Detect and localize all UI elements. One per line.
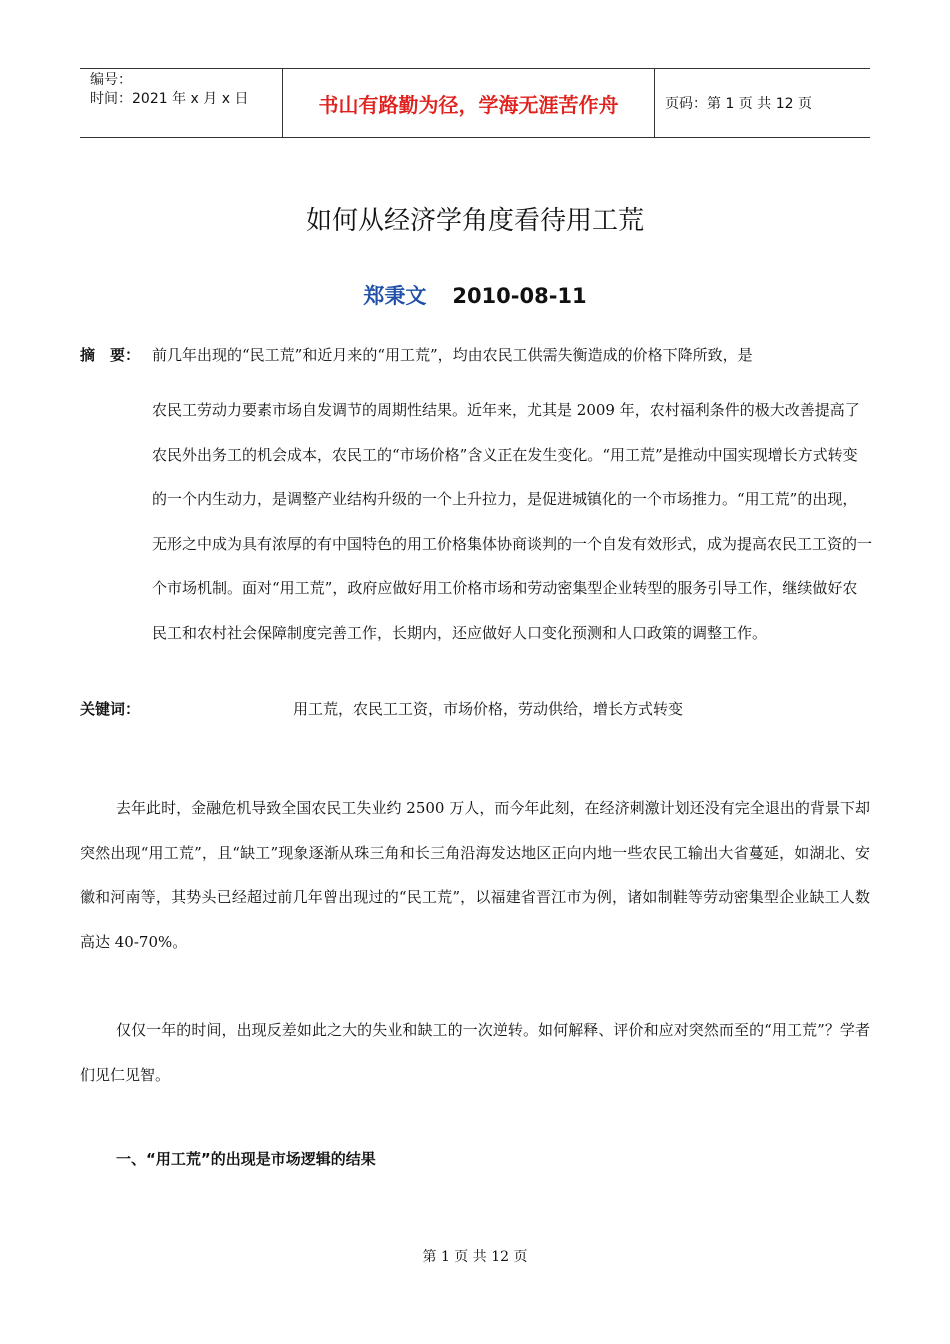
- document-time-label: 时间：2021 年 x 月 x 日: [90, 91, 249, 107]
- header-motto: 书山有路勤为径，学海无涯苦作舟: [282, 69, 655, 137]
- page-footer: 第 1 页 共 12 页: [422, 1249, 528, 1265]
- header-table: [80, 68, 870, 138]
- abstract-first-line: 前几年出现的“民工荒”和近月来的“用工荒”，均由农民工供需失衡造成的价格下降所致，是: [152, 346, 753, 364]
- body-paragraph: 去年此时，金融危机导致全国农民工失业约 2500 万人，而今年此刻，在经济刺激计划还没有完全退出的背景下却突然出现“用工荒”，且“缺工”现象逐渐从珠三角和长三角沿海发达地区正向内地一些农民工输出大省蔓延，如湖北、安徽和河南等，其势头已经超过前几年曾出现过的“民工荒”，以福建省晋江市为例，诸如制鞋等劳动密集型企业缺工人数高达 40-70%。: [80, 799, 870, 951]
- keywords-text: 用工荒，农民工工资，市场价格，劳动供给，增长方式转变: [293, 700, 684, 718]
- author-name: 郑秉文: [363, 284, 427, 308]
- publish-date: 2010-08-11: [452, 284, 587, 308]
- keywords-label: 关键词：: [80, 700, 141, 718]
- author-line: [0, 280, 950, 310]
- document-title: 如何从经济学角度看待用工荒: [305, 206, 644, 236]
- abstract-label: 摘 要：: [80, 346, 141, 364]
- section-heading: 一、“用工荒”的出现是市场逻辑的结果: [116, 1150, 376, 1168]
- document-number-label: 编号：: [90, 72, 132, 88]
- body-paragraph: 仅仅一年的时间，出现反差如此之大的失业和缺工的一次逆转。如何解释、评价和应对突然而至的“用工荒”？学者们见仁见智。: [80, 1021, 870, 1084]
- header-meta: [80, 69, 282, 137]
- abstract-body: 农民工劳动力要素市场自发调节的周期性结果。近年来，尤其是 2009 年，农村福利条件的极大改善提高了农民外出务工的机会成本，农民工的“市场价格”含义正在发生变化。“用工荒”是推动中国实现增长方式转变的一个内生动力，是调整产业结构升级的一个上升拉力，是促进城镇化的一个市场推力。“用工荒”的出现，无形之中成为具有浓厚的有中国特色的用工价格集体协商谈判的一个自发有效形式，成为提高农民工工资的一个市场机制。面对“用工荒”，政府应做好用工价格市场和劳动密集型企业转型的服务引导工作，继续做好农民工和农村社会保障制度完善工作，长期内，还应做好人口变化预测和人口政策的调整工作。: [152, 401, 873, 642]
- header-page-info: 页码：第 1 页 共 12 页: [665, 96, 812, 112]
